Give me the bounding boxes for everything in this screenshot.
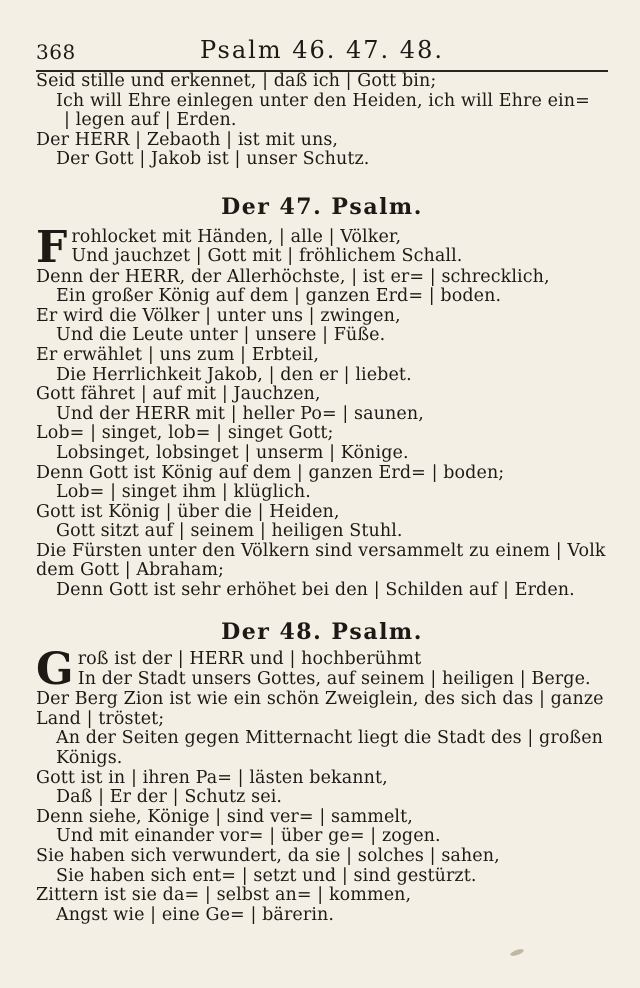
verse-line: Der Berg Zion ist wie ein schön Zweiglein, des sich das | ganze xyxy=(36,689,604,710)
verse-line: | legen auf | Erden. xyxy=(64,110,237,131)
psalm-48-heading: Der 48. Psalm. xyxy=(221,618,423,645)
verse-line: Denn der HERR, der Allerhöchste, | ist er= | schrecklich, xyxy=(36,266,550,287)
verse-line: Und jauchzet | Gott mit | fröhlichem Schall. xyxy=(71,246,463,267)
verse-line: Die Herrlichkeit Jakob, | den er | liebet. xyxy=(56,364,412,385)
verse-line: Und mit einander vor= | über ge= | zogen. xyxy=(56,826,441,847)
verse-line: Angst wie | eine Ge= | bärerin. xyxy=(56,904,335,925)
verse-line: Sie haben sich verwundert, da sie | solches | sahen, xyxy=(36,846,500,866)
verse-line: rohlocket mit Händen, | alle | Völker, xyxy=(71,226,402,247)
verse-line: dem Gott | Abraham; xyxy=(36,560,225,581)
verse-line: Gott sitzt auf | seinem | heiligen Stuhl. xyxy=(56,521,403,542)
verse-line: Denn Gott ist sehr erhöhet bei den | Schilden auf | Erden. xyxy=(56,580,575,601)
ink-smudge xyxy=(510,948,525,957)
psalm-46-ending xyxy=(36,72,608,170)
page-number: 368 xyxy=(36,40,76,64)
verse-line: Und die Leute unter | unsere | Füße. xyxy=(56,325,386,346)
verse-line: Land | tröstet; xyxy=(36,708,165,729)
verse-line: Zittern ist sie da= | selbst an= | kommen, xyxy=(36,885,412,906)
verse-line: Die Fürsten unter den Völkern sind versammelt zu einem | Volk xyxy=(36,540,606,561)
verse-line: Daß | Er der | Schutz sei. xyxy=(56,787,283,808)
verse-line: An der Seiten gegen Mitternacht liegt die Stadt des | großen xyxy=(56,728,604,749)
psalm-48-opening xyxy=(36,644,608,696)
verse-line: Gott fähret | auf mit | Jauchzen, xyxy=(36,384,321,405)
running-title: Psalm 46. 47. 48. xyxy=(200,36,444,64)
verse-line: roß ist der | HERR und | hochberühmt xyxy=(77,649,422,670)
page-header xyxy=(36,34,608,68)
psalm-47-opening xyxy=(36,221,608,273)
page-body xyxy=(36,72,608,925)
verse-line: Seid stille und erkennet, | daß ich | Gott bin; xyxy=(36,71,437,91)
verse-line: Denn siehe, Könige | sind ver= | sammelt, xyxy=(36,806,413,827)
drop-cap: G xyxy=(36,644,74,696)
verse-line: Ich will Ehre einlegen unter den Heiden, ich will Ehre ein= xyxy=(56,90,590,111)
verse-line: In der Stadt unsers Gottes, auf seinem | heiligen | Berge. xyxy=(77,668,591,689)
verse-line: Lob= | singet, lob= | singet Gott; xyxy=(36,423,334,444)
psalm-47-text xyxy=(36,221,608,601)
drop-cap: F xyxy=(36,221,68,273)
verse-line: Sie haben sich ent= | setzt und | sind gestürzt. xyxy=(56,865,477,886)
psalm-47-heading: Der 47. Psalm. xyxy=(221,193,423,220)
verse-line: Gott ist in | ihren Pa= | lästen bekannt, xyxy=(36,767,388,788)
verse-line: Gott ist König | über die | Heiden, xyxy=(36,501,340,522)
verse-line: Königs. xyxy=(56,748,123,769)
verse-line: Denn Gott ist König auf dem | ganzen Erd= | boden; xyxy=(36,462,505,483)
verse-line: Und der HERR mit | heller Po= | saunen, xyxy=(56,403,424,424)
verse-line: Ein großer König auf dem | ganzen Erd= | boden. xyxy=(56,286,502,307)
verse-line: Der Gott | Jakob ist | unser Schutz. xyxy=(56,149,370,170)
verse-line: Lobsinget, lobsinget | unserm | Könige. xyxy=(56,442,409,463)
verse-line: Lob= | singet ihm | klüglich. xyxy=(56,482,311,503)
verse-line: Er wird die Völker | unter uns | zwingen, xyxy=(36,305,401,326)
verse-line: Er erwählet | uns zum | Erbteil, xyxy=(36,344,319,365)
verse-line: Der HERR | Zebaoth | ist mit uns, xyxy=(36,129,339,150)
psalm-48-text xyxy=(36,644,608,925)
